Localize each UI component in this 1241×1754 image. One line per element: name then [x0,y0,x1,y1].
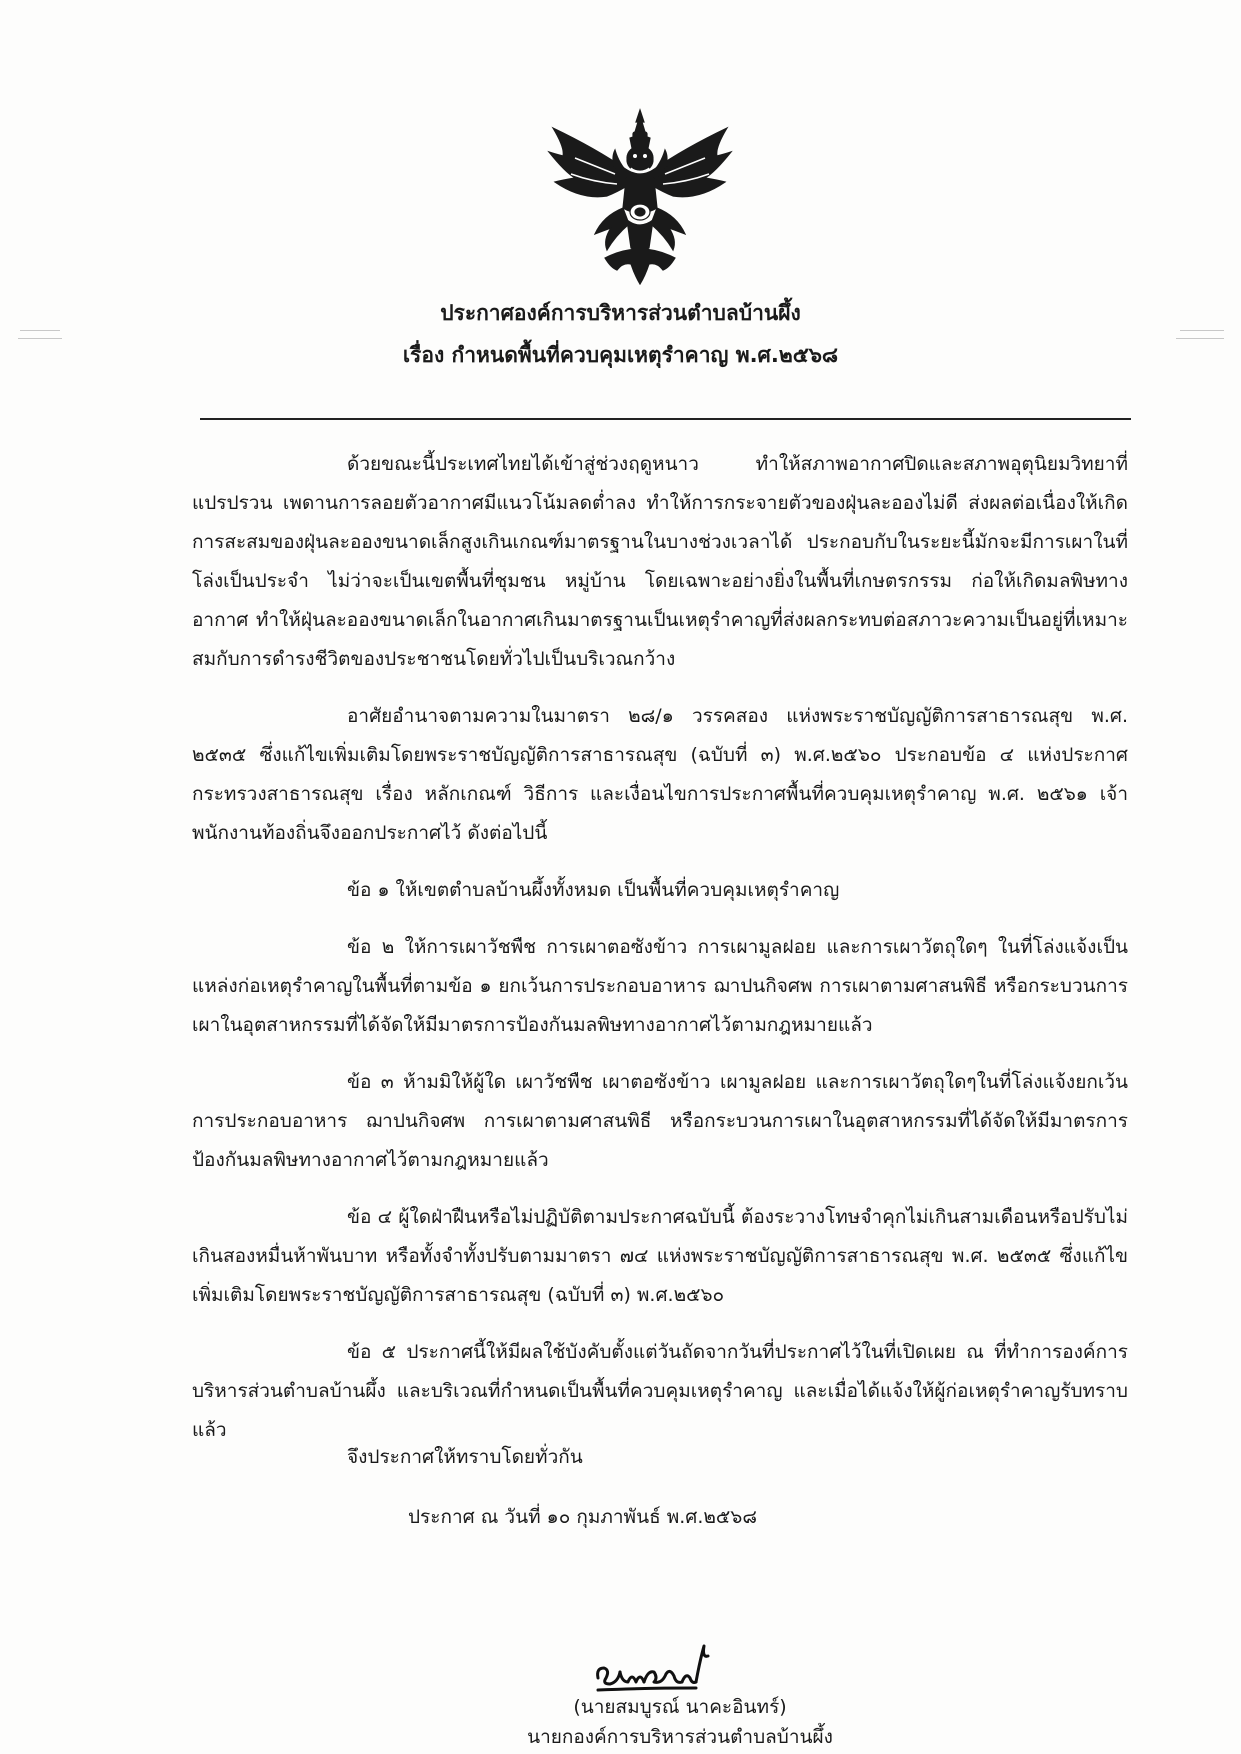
handwritten-signature [592,1638,712,1696]
announcement-date: ประกาศ ณ วันที่ ๑๐ กุมภาพันธ์ พ.ศ.๒๕๖๘ [408,1506,757,1528]
paragraph-authority: อาศัยอำนาจตามความในมาตรา ๒๘/๑ วรรคสอง แห่งพระราชบัญญัติการสาธารณสุข พ.ศ. ๒๕๓๕ ซึ่งแก้ไขเพิ่มเติมโดยพระราชบัญญัติการสาธารณสุข (ฉบับที่ ๓) พ.ศ.๒๕๖๐ ประกอบข้อ ๔ แห่งประกาศกระทรวงสาธารณสุข เรื่อง หลักเกณฑ์ วิธีการ และเงื่อนไขการประกาศพื้นที่ควบคุมเหตุรำคาญ พ.ศ. ๒๕๖๑ เจ้าพนักงานท้องถิ่นจึงออกประกาศไว้ ดังต่อไปนี้ [192,705,1128,844]
garuda-emblem-icon [545,108,735,290]
signatory-name: (นายสมบูรณ์ นาคะอินทร์) [573,1696,787,1718]
closing-announcement: จึงประกาศให้ทราบโดยทั่วกัน [347,1446,583,1468]
document-subject: เรื่อง กำหนดพื้นที่ควบคุมเหตุรำคาญ พ.ศ.๒๕๖๘ [402,343,839,367]
paragraph-clause-3: ข้อ ๓ ห้ามมิให้ผู้ใด เผาวัชพืช เผาตอซังข้าว เผามูลฝอย และการเผาวัตถุใดๆในที่โล่งแจ้งยกเว้นการประกอบอาหาร ฌาปนกิจศพ การเผาตามศาสนพิธี หรือกระบวนการเผาในอุตสาหกรรมที่ได้จัดให้มีมาตรการป้องกันมลพิษทางอากาศไว้ตามกฎหมายแล้ว [192,1071,1128,1171]
title-divider [200,418,1131,420]
paragraph-clause-1: ข้อ ๑ ให้เขตตำบลบ้านผึ้งทั้งหมด เป็นพื้นที่ควบคุมเหตุรำคาญ [347,879,840,901]
signatory-position: นายกองค์การบริหารส่วนตำบลบ้านผึ้ง [527,1726,833,1748]
scan-artifact-right [1180,330,1224,331]
paragraph-clause-4: ข้อ ๔ ผู้ใดฝ่าฝืนหรือไม่ปฏิบัติตามประกาศฉบับนี้ ต้องระวางโทษจำคุกไม่เกินสามเดือนหรือปรับไม่เกินสองหมื่นห้าพันบาท หรือทั้งจำทั้งปรับตามมาตรา ๗๔ แห่งพระราชบัญญัติการสาธารณสุข พ.ศ. ๒๕๓๕ ซึ่งแก้ไขเพิ่มเติมโดยพระราชบัญญัติการสาธารณสุข (ฉบับที่ ๓) พ.ศ.๒๕๖๐ [192,1206,1128,1306]
paragraph-clause-5: ข้อ ๕ ประกาศนี้ให้มีผลใช้บังคับตั้งแต่วันถัดจากวันที่ประกาศไว้ในที่เปิดเผย ณ ที่ทำการองค์การบริหารส่วนตำบลบ้านผึ้ง และบริเวณที่กำหนดเป็นพื้นที่ควบคุมเหตุรำคาญ และเมื่อได้แจ้งให้ผู้ก่อเหตุรำคาญรับทราบแล้ว [192,1341,1128,1441]
scan-artifact-left [20,330,60,331]
document-body [192,445,1128,1468]
document-title: ประกาศองค์การบริหารส่วนตำบลบ้านผึ้ง [440,301,801,325]
paragraph-preamble: ด้วยขณะนี้ประเทศไทยได้เข้าสู่ช่วงฤดูหนาว ทำให้สภาพอากาศปิดและสภาพอุตุนิยมวิทยาที่แปรปรวน เพดานการลอยตัวอากาศมีแนวโน้มลดต่ำลง ทำให้การกระจายตัวของฝุ่นละอองไม่ดี ส่งผลต่อเนื่องให้เกิดการสะสมของฝุ่นละอองขนาดเล็กสูงเกินเกณฑ์มาตรฐานในบางช่วงเวลาได้ ประกอบกับในระยะนี้มักจะมีการเผาในที่โล่งเป็นประจำ ไม่ว่าจะเป็นเขตพื้นที่ชุมชน หมู่บ้าน โดยเฉพาะอย่างยิ่งในพื้นที่เกษตรกรรม ก่อให้เกิดมลพิษทางอากาศ ทำให้ฝุ่นละอองขนาดเล็กในอากาศเกินมาตรฐานเป็นเหตุรำคาญที่ส่งผลกระทบต่อสภาวะความเป็นอยู่ที่เหมาะสมกับการดำรงชีวิตของประชาชนโดยทั่วไปเป็นบริเวณกว้าง [192,453,1128,670]
scan-artifact-right [1176,338,1224,339]
scan-artifact-left [18,338,62,339]
paragraph-clause-2: ข้อ ๒ ให้การเผาวัชพืช การเผาตอซังข้าว การเผามูลฝอย และการเผาวัตถุใดๆ ในที่โล่งแจ้งเป็นแหล่งก่อเหตุรำคาญในพื้นที่ตามข้อ ๑ ยกเว้นการประกอบอาหาร ฌาปนกิจศพ การเผาตามศาสนพิธี หรือกระบวนการเผาในอุตสาหกรรมที่ได้จัดให้มีมาตรการป้องกันมลพิษทางอากาศไว้ตามกฎหมายแล้ว [192,936,1128,1036]
